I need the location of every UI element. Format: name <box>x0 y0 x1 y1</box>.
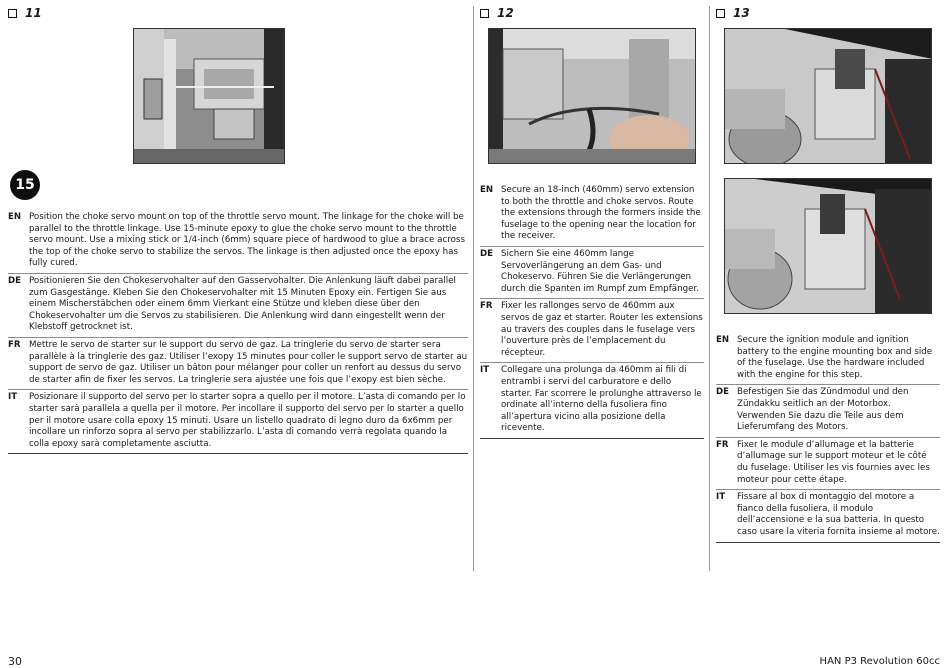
language-code: EN <box>8 212 22 222</box>
instruction-text: Position the choke servo mount on top of the throttle servo mount. The linkage for the choke will be parallel to the throttle linkage. Use 15-minute epoxy to glue the choke servo mount to the throttle servo mount. Use a mixing stick or 1/4-inch (6mm) square piece of hardwood to glue a brace across the top of the choke servo to stabilize the servos. The linkage is then adjusted once the epoxy has fully cured. <box>29 212 465 269</box>
instruction-de <box>480 247 704 299</box>
step-13-photo-top <box>724 28 932 164</box>
instruction-fr <box>480 299 704 363</box>
instruction-text: Fixer le module d’allumage et la batterie d’allumage sur le support moteur et le côté du fuselage. Utiliser les vis fournies avec les moteur pour cette étape. <box>737 439 930 485</box>
instruction-text: Mettre le servo de starter sur le support du servo de gaz. La tringlerie du servo de starter sera parallèle à la tringlerie des gaz. Utiliser l’exopy 15 minutes pour coller le support servo de starter au support de servo de gaz. Utiliser un bâton pour mélanger pour coller un renfort au dessus du servo de starter afin de fixer les servos. La tringlerie sera ajustée une fois que l’exopy est bien sèche. <box>29 339 468 385</box>
instruction-text: Befestigen Sie das Zündmodul und den Zündakku seitlich an der Motorbox. Verwenden Sie dazu die Teile aus dem Lieferumfang des Motors. <box>737 387 909 433</box>
language-code: FR <box>8 339 21 350</box>
instruction-fr <box>8 338 468 390</box>
instruction-en <box>8 210 468 274</box>
step-15-badge <box>10 170 40 200</box>
instruction-it <box>8 390 468 454</box>
step-15-instructions <box>8 210 468 454</box>
instruction-en <box>480 183 704 247</box>
step-checkbox[interactable] <box>480 9 489 18</box>
instruction-text: Secure an 18-inch (460mm) servo extension to both the throttle and choke servos. Route the extensions through the formers inside the fuselage to the opening near the location for the receiver. <box>501 185 701 242</box>
language-code: DE <box>480 248 494 259</box>
instruction-text: Sichern Sie eine 460mm lange Servoverlängerung an dem Gas- und Chokeservo. Führen Sie die Verlängerungen durch die Spanten im Rumpf zum Empfänger. <box>501 248 699 294</box>
instruction-text: Positionieren Sie den Chokeservohalter auf den Gasservohalter. Die Anlenkung läuft dabei parallel zum Gasgestänge. Kleben Sie den Chokeservohalter mit 15 Minuten Epoxy ein. Fertigen Sie aus einem Mischerstäbchen oder einem 6mm Vierkant eine Stütze und kleben diese über den Chokeservohalter um die Servos zu stabilisieren. Die Anlenkung wird dann eingestellt wenn der Klebstoff getrocknet ist. <box>29 275 456 333</box>
instruction-text: Fixer les rallonges servo de 460mm aux servos de gaz et starter. Router les extensions au travers des couples dans le fuselage vers l’ouverture près de l’emplacement du récepteur. <box>501 301 703 358</box>
step-checkbox[interactable] <box>8 9 17 18</box>
page-number: 30 <box>8 655 22 668</box>
step-checkbox[interactable] <box>716 9 725 18</box>
column-divider <box>473 6 474 571</box>
step-11-photo <box>133 28 285 164</box>
step-12-photo <box>488 28 696 164</box>
footer-title: HAN P3 Revolution 60cc <box>819 656 940 667</box>
language-code: DE <box>8 275 22 286</box>
instruction-text: Collegare una prolunga da 460mm ai fili di entrambi i servi del carburatore e dello starter. Far scorrere le prolunghe attraverso le ordinate all’interno della fusoliera fino all’apertura vicino alla posizione della ricevente. <box>501 365 702 434</box>
instruction-text: Posizionare il supporto del servo per lo starter sopra a quello per il motore. L’asta di comando per lo starter sarà parallela a quella per il motore. Per incollare il supporto del servo per lo starter a quello per il motore usare colla epoxy 15 minuti. Usare un listello quadrato di legno duro da 6x6mm per incollare un rinforzo sopra al servo per stabilizzarlo. L’asta di comando verrà regolata quando la colla epoxy sarà completamente asciutta. <box>29 392 466 449</box>
step-number: 13 <box>733 6 750 20</box>
language-code: EN <box>716 335 730 345</box>
language-code: IT <box>8 392 18 403</box>
step-number: 11 <box>25 6 42 20</box>
step-12-header <box>480 6 514 20</box>
step-11-header <box>8 6 42 20</box>
language-code: DE <box>716 387 730 398</box>
step-12-instructions <box>480 183 704 439</box>
instruction-en <box>716 333 940 385</box>
instruction-it <box>716 490 940 542</box>
instruction-fr <box>716 438 940 490</box>
step-13-header <box>716 6 750 20</box>
language-code: EN <box>480 185 494 195</box>
step-13-instructions <box>716 333 940 543</box>
column-divider <box>709 6 710 571</box>
instruction-de <box>8 274 468 338</box>
step-13-photo-bottom <box>724 178 932 314</box>
instruction-text: Fissare al box di montaggio del motore a fianco della fusoliera, il modulo dell’accensione e la sua batteria. In questo caso usare la viteria fornita insieme al motore. <box>737 492 940 537</box>
step-number: 12 <box>497 6 514 20</box>
language-code: IT <box>716 492 726 503</box>
badge-number: 15 <box>15 177 35 193</box>
instruction-it <box>480 363 704 439</box>
language-code: FR <box>480 301 493 312</box>
language-code: FR <box>716 439 729 450</box>
language-code: IT <box>480 365 490 376</box>
instruction-text: Secure the ignition module and ignition battery to the engine mounting box and side of the fuselage. Use the hardware included with the engine for this step. <box>737 335 933 380</box>
instruction-de <box>716 385 940 437</box>
